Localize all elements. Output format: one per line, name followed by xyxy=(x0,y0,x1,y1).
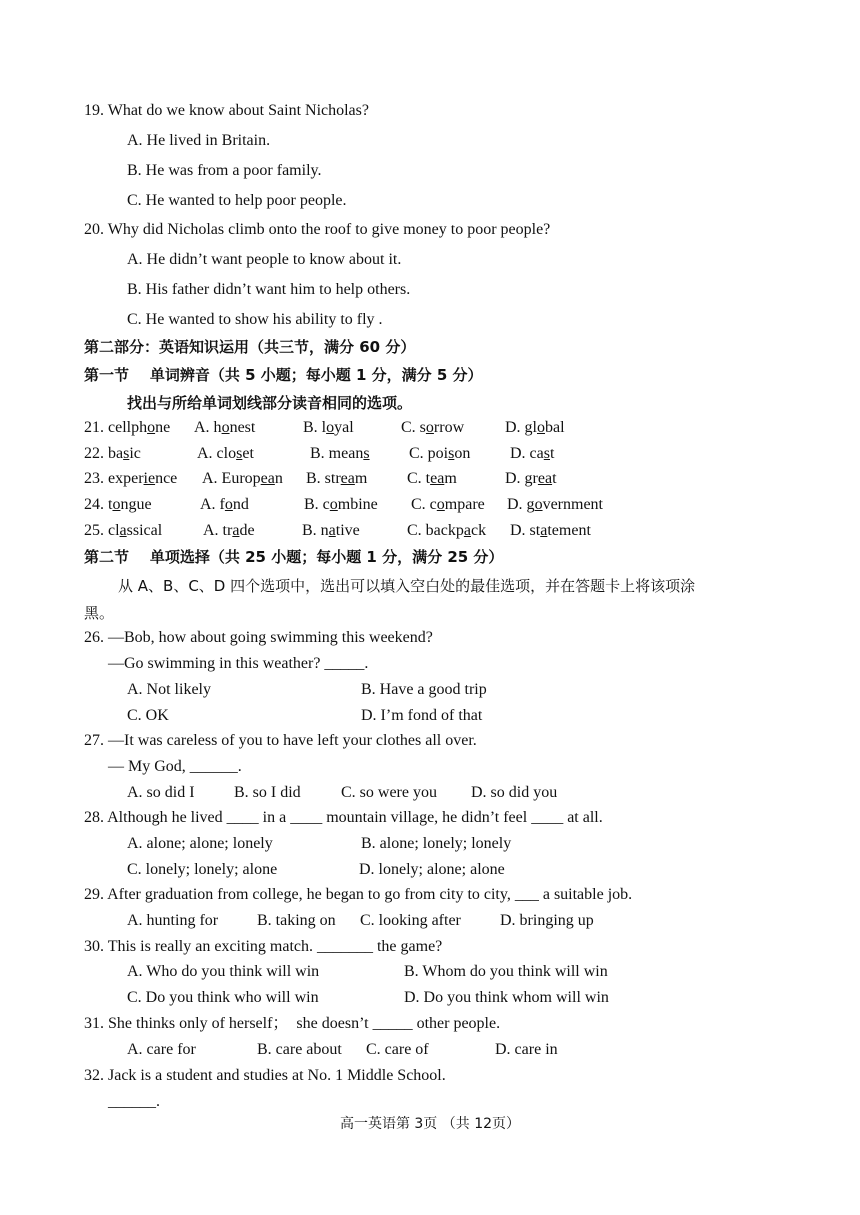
page-footer: 高一英语第 3页 （共 12页） xyxy=(339,1116,521,1132)
text-prefix: 21. cellph xyxy=(84,419,148,436)
text-prefix: B. mean xyxy=(310,445,364,462)
section-2-instruction-line-1: 从 A、B、C、D 四个选项中，选出可以填入空白处的最佳选项，并在答题卡上将该项涂 xyxy=(118,577,696,595)
phonetics-word-23 xyxy=(84,469,177,489)
text-prefix: C. c xyxy=(411,496,437,513)
text-prefix: D. g xyxy=(507,496,535,513)
text-prefix: B. n xyxy=(302,522,329,539)
question-19-option-a: A. He lived in Britain. xyxy=(127,132,271,149)
phonetics-option-24-d xyxy=(507,495,603,515)
phonetics-option-24-c xyxy=(411,495,485,515)
underlined-letters: s xyxy=(236,445,243,462)
text-prefix: C. s xyxy=(401,419,426,436)
section-1-instruction: 找出与所给单词划线部分读音相同的选项。 xyxy=(127,394,413,412)
phonetics-option-24-a xyxy=(200,495,249,515)
text-suffix: et xyxy=(242,445,254,462)
text-suffix: de xyxy=(239,522,255,539)
question-28-option-b: B. alone; lonely; lonely xyxy=(361,835,512,852)
text-prefix: D. gr xyxy=(505,470,538,487)
text-suffix: rrow xyxy=(433,419,465,436)
text-suffix: n xyxy=(274,470,283,487)
phonetics-option-25-b xyxy=(302,521,360,541)
phonetics-option-24-b xyxy=(304,495,378,515)
question-31-option-b: B. care about xyxy=(257,1041,342,1058)
phonetics-option-23-d xyxy=(505,469,557,489)
question-27-line-2: — My God, ______. xyxy=(108,758,242,775)
underlined-letters: o xyxy=(534,496,543,513)
underlined-letters: a xyxy=(328,522,336,539)
question-28-option-d: D. lonely; alone; alone xyxy=(359,861,505,878)
question-30-option-a: A. Who do you think will win xyxy=(127,963,320,980)
question-30-option-b: B. Whom do you think will win xyxy=(404,963,608,980)
underlined-letters: s xyxy=(543,445,550,462)
underlined-letters: o xyxy=(329,496,338,513)
phonetics-word-21 xyxy=(84,418,170,438)
text-suffix: nd xyxy=(232,496,249,513)
underlined-letters: a xyxy=(232,522,240,539)
question-19-option-c: C. He wanted to help poor people. xyxy=(127,192,347,209)
question-26-option-d: D. I’m fond of that xyxy=(361,707,483,724)
question-32-line-1: 32. Jack is a student and studies at No. 1 Middle School. xyxy=(84,1067,446,1084)
text-prefix: C. t xyxy=(407,470,431,487)
text-suffix: vernment xyxy=(542,496,603,513)
text-prefix: B. str xyxy=(306,470,341,487)
underlined-letters: o xyxy=(224,496,233,513)
phonetics-option-23-c xyxy=(407,469,457,489)
underlined-letters: ie xyxy=(143,470,156,487)
underlined-letters: o xyxy=(147,419,156,436)
question-20-option-a: A. He didn’t want people to know about it. xyxy=(127,251,402,268)
phonetics-word-25 xyxy=(84,521,162,541)
underlined-letters: o xyxy=(436,496,445,513)
underlined-letters: ea xyxy=(537,470,553,487)
text-suffix: mbine xyxy=(337,496,378,513)
question-32-line-2: ______. xyxy=(108,1093,160,1110)
question-27-line-1: 27. —It was careless of you to have left your clothes all over. xyxy=(84,732,477,749)
underlined-letters: o xyxy=(112,496,121,513)
question-30-stem: 30. This is really an exciting match. _______ the game? xyxy=(84,938,443,955)
question-28-stem: 28. Although he lived ____ in a ____ mountain village, he didn’t feel ____ at all. xyxy=(84,809,603,826)
text-suffix: nce xyxy=(155,470,178,487)
question-26-option-b: B. Have a good trip xyxy=(361,681,487,698)
underlined-letters: ea xyxy=(340,470,355,487)
part-2-title: 第二部分：英语知识运用（共三节，满分 60 分） xyxy=(84,338,416,356)
question-19-option-b: B. He was from a poor family. xyxy=(127,162,322,179)
question-20-stem: 20. Why did Nicholas climb onto the roof to give money to poor people? xyxy=(84,221,551,238)
question-27-option-b: B. so I did xyxy=(234,784,301,801)
text-prefix: 23. exper xyxy=(84,470,144,487)
phonetics-option-23-b xyxy=(306,469,367,489)
question-28-option-c: C. lonely; lonely; alone xyxy=(127,861,278,878)
underlined-letters: a xyxy=(540,522,548,539)
phonetics-option-25-d xyxy=(510,521,591,541)
phonetics-option-21-c xyxy=(401,418,464,438)
text-suffix: ck xyxy=(470,522,487,539)
question-31-stem: 31. She thinks only of herself； she doesn’t _____ other people. xyxy=(84,1015,501,1032)
phonetics-word-22 xyxy=(84,444,141,464)
phonetics-option-23-a xyxy=(202,469,283,489)
underlined-letters: s xyxy=(448,445,455,462)
section-2-title: 第二节 单项选择（共 25 小题；每小题 1 分，满分 25 分） xyxy=(84,548,504,566)
text-suffix: bal xyxy=(545,419,565,436)
text-prefix: B. c xyxy=(304,496,330,513)
text-suffix: t xyxy=(552,470,557,487)
question-29-option-d: D. bringing up xyxy=(500,912,594,929)
text-prefix: A. tr xyxy=(203,522,233,539)
section-2-instruction-line-2: 黑。 xyxy=(84,604,115,622)
question-31-option-a: A. care for xyxy=(127,1041,196,1058)
phonetics-option-25-a xyxy=(203,521,255,541)
phonetics-option-22-a xyxy=(197,444,254,464)
text-prefix: A. clo xyxy=(197,445,237,462)
question-27-option-d: D. so did you xyxy=(471,784,558,801)
question-31-option-c: C. care of xyxy=(366,1041,429,1058)
text-prefix: 24. t xyxy=(84,496,113,513)
underlined-letters: a xyxy=(119,522,127,539)
text-suffix: m xyxy=(444,470,457,487)
underlined-letters: a xyxy=(463,522,471,539)
text-suffix: nest xyxy=(229,419,256,436)
question-26-line-1: 26. —Bob, how about going swimming this weekend? xyxy=(84,629,433,646)
question-20-option-b: B. His father didn’t want him to help others. xyxy=(127,281,411,298)
text-suffix: m xyxy=(354,470,368,487)
text-suffix: tive xyxy=(335,522,360,539)
question-19-stem: 19. What do we know about Saint Nicholas? xyxy=(84,102,369,119)
question-28-option-a: A. alone; alone; lonely xyxy=(127,835,273,852)
question-30-option-d: D. Do you think whom will win xyxy=(404,989,609,1006)
question-26-option-c: C. OK xyxy=(127,707,169,724)
text-suffix: t xyxy=(550,445,555,462)
phonetics-option-21-d xyxy=(505,418,565,438)
phonetics-option-22-b xyxy=(310,444,370,464)
text-prefix: A. Europ xyxy=(202,470,261,487)
text-suffix: mpare xyxy=(444,496,485,513)
phonetics-option-21-a xyxy=(194,418,255,438)
underlined-letters: o xyxy=(326,419,335,436)
phonetics-option-25-c xyxy=(407,521,486,541)
text-prefix: 22. ba xyxy=(84,445,124,462)
text-suffix: ne xyxy=(155,419,171,436)
underlined-letters: o xyxy=(221,419,230,436)
underlined-letters: s xyxy=(363,445,370,462)
text-suffix: ic xyxy=(129,445,141,462)
question-30-option-c: C. Do you think who will win xyxy=(127,989,319,1006)
section-1-title: 第一节 单词辨音（共 5 小题；每小题 1 分，满分 5 分） xyxy=(84,366,483,384)
phonetics-option-21-b xyxy=(303,418,354,438)
text-suffix: ssical xyxy=(126,522,163,539)
question-27-option-a: A. so did I xyxy=(127,784,195,801)
question-27-option-c: C. so were you xyxy=(341,784,437,801)
phonetics-word-24 xyxy=(84,495,152,515)
question-29-stem: 29. After graduation from college, he began to go from city to city, ___ a suitable job. xyxy=(84,886,633,903)
question-29-option-a: A. hunting for xyxy=(127,912,219,929)
text-prefix: A. h xyxy=(194,419,222,436)
question-29-option-c: C. looking after xyxy=(360,912,461,929)
text-prefix: D. gl xyxy=(505,419,537,436)
underlined-letters: o xyxy=(425,419,434,436)
text-prefix: D. st xyxy=(510,522,541,539)
text-prefix: A. f xyxy=(200,496,225,513)
question-26-line-2: —Go swimming in this weather? _____. xyxy=(108,655,369,672)
question-29-option-b: B. taking on xyxy=(257,912,336,929)
text-prefix: B. l xyxy=(303,419,327,436)
underlined-letters: o xyxy=(537,419,545,436)
phonetics-option-22-d xyxy=(510,444,554,464)
underlined-letters: ea xyxy=(260,470,275,487)
text-prefix: C. backp xyxy=(407,522,464,539)
text-suffix: yal xyxy=(334,419,354,436)
text-prefix: 25. cl xyxy=(84,522,120,539)
text-suffix: ngue xyxy=(120,496,152,513)
phonetics-option-22-c xyxy=(409,444,470,464)
text-prefix: C. poi xyxy=(409,445,449,462)
question-26-option-a: A. Not likely xyxy=(127,681,211,698)
text-prefix: D. ca xyxy=(510,445,544,462)
underlined-letters: s xyxy=(123,445,130,462)
underlined-letters: ea xyxy=(430,470,445,487)
question-20-option-c: C. He wanted to show his ability to fly . xyxy=(127,311,383,328)
text-suffix: on xyxy=(454,445,471,462)
question-31-option-d: D. care in xyxy=(495,1041,558,1058)
text-suffix: tement xyxy=(547,522,591,539)
